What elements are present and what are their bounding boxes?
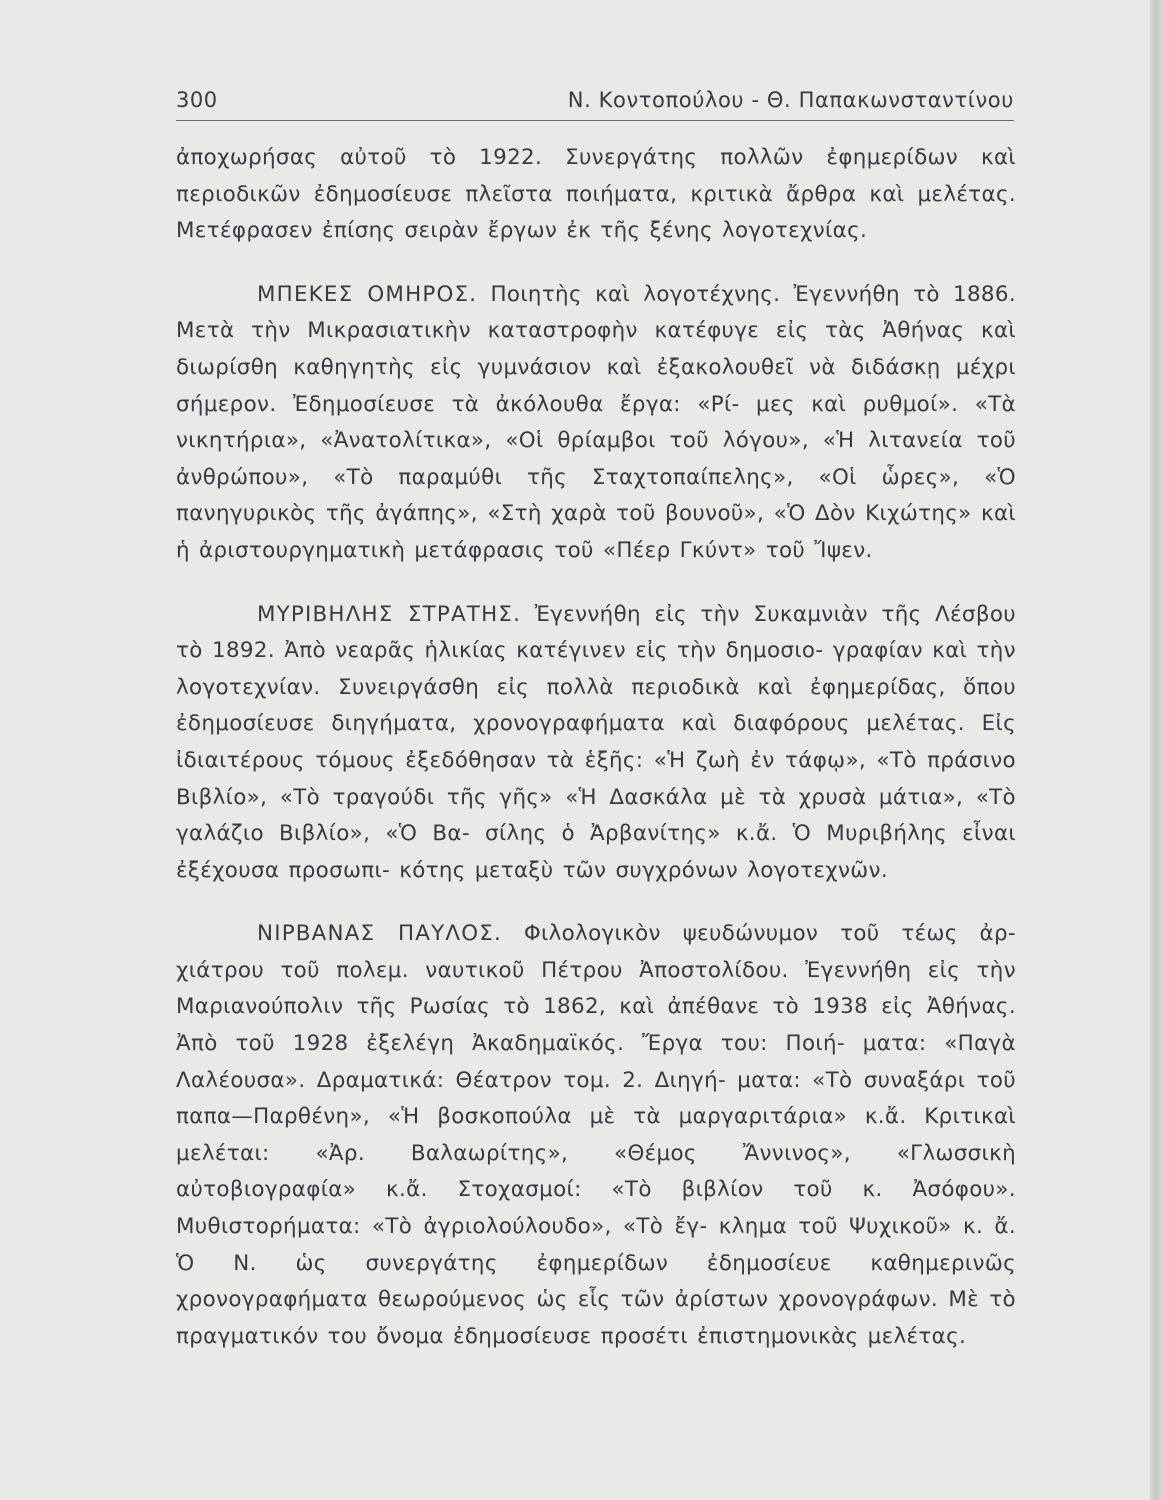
entry-text: Φιλολογικὸν ψευδώνυμον τοῦ τέως ἀρ- χιάτρου τοῦ πολεμ. ναυτικοῦ Πέτρου Ἀποστολίδου. Ἐγεννήθη εἰς τὴν Μαριανούπολιν τῆς Ρωσίας τὸ 1862, καὶ ἀπέθανε τὸ 1938 εἰς Ἀθήνας. Ἀπὸ τοῦ 1928 ἐξελέγη Ἀκαδημαϊκός. Ἔργα του: Ποιή- ματα: «Παγὰ Λαλέουσα». Δραματικά: Θέατρον τομ. 2. Διηγή- ματα: «Τὸ συναξάρι τοῦ παπα—Παρθένη», «Ἡ βοσκοπούλα μὲ τὰ μαργαριτάρια» κ.ἄ. Κριτικαὶ μελέται: «Ἀρ. Βαλαωρίτης», «Θέμος Ἄννινος», «Γλωσσικὴ αὐτοβιογραφία» κ.ἄ. Στοχασμοί: «Τὸ βιβλίον τοῦ κ. Ἀσόφου». Μυθιστορήματα: «Τὸ ἀγριολούλουδο», «Τὸ ἔγ- κλημα τοῦ Ψυχικοῦ» κ. ἄ. Ὁ Ν. ὡς συνεργάτης ἐφημερίδων ἐδημοσίευε καθημερινῶς χρονογραφήματα θεωρούμενος ὡς εἷς τῶν ἀρίστων χρονογράφων. Μὲ τὸ πραγματικόν του ὄνομα ἐδημοσίευσε προσέτι ἐπιστημονικὰς μελέτας.	[176, 921, 1016, 1349]
entry-name: ΜΠΕΚΕΣ ΟΜΗΡΟΣ.	[257, 281, 478, 307]
entry-name: ΝΙΡΒΑΝΑΣ ΠΑΥΛΟΣ.	[257, 921, 502, 947]
page-edge-shadow	[1150, 0, 1164, 1500]
entry-text: Ποιητὴς καὶ λογοτέχνης. Ἐγεννήθη τὸ 1886. Μετὰ τὴν Μικρασιατικὴν καταστροφὴν κατέφυγε εἰς τὰς Ἀθήνας καὶ διωρίσθη καθηγητὴς εἰς γυμνάσιον καὶ ἐξακολουθεῖ νὰ διδάσκῃ μέχρι σήμερον. Ἐδημοσίευσε τὰ ἀκόλουθα ἔργα: «Ρί- μες καὶ ρυθμοί». «Τὰ νικητήρια», «Ἀνατολίτικα», «Οἱ θρίαμβοι τοῦ λόγου», «Ἡ λιτανεία τοῦ ἀνθρώπου», «Τὸ παραμύθι τῆς Σταχτοπαίπελης», «Οἱ ὧρες», «Ὁ πανηγυρικὸς τῆς ἀγάπης», «Στὴ χαρὰ τοῦ βουνοῦ», «Ὁ Δὸν Κιχώτης» καὶ ἡ ἀριστουργηματικὴ μετάφρασις τοῦ «Πέερ Γκύντ» τοῦ Ἴψεν.	[176, 281, 1016, 563]
entry-bekes-omiros	[176, 277, 1016, 570]
page-header	[176, 86, 1014, 121]
paragraph-gap	[176, 889, 1016, 916]
entry-nirvanas-pavlos	[176, 916, 1016, 1355]
paragraph-text: ἀποχωρήσας αὐτοῦ τὸ 1922. Συνεργάτης πολλῶν ἐφημερίδων καὶ περιοδικῶν ἐδημοσίευσε πλεῖστα ποιήματα, κριτικὰ ἄρθρα καὶ μελέτας. Μετέφρασεν ἐπίσης σειρὰν ἔργων ἐκ τῆς ξένης λογοτεχνίας.	[176, 145, 1016, 244]
paragraph-continuation	[176, 140, 1016, 250]
body-text	[176, 140, 1016, 1355]
entry-myrivilis-stratis	[176, 597, 1016, 890]
entry-name: ΜΥΡΙΒΗΛΗΣ ΣΤΡΑΤΗΣ.	[257, 601, 522, 627]
paragraph-gap	[176, 250, 1016, 277]
page-number: 300	[176, 88, 218, 112]
entry-text: Ἐγεννήθη εἰς τὴν Συκαμνιὰν τῆς Λέσβου τὸ 1892. Ἀπὸ νεαρᾶς ἡλικίας κατέγινεν εἰς τὴν δημοσιο- γραφίαν καὶ τὴν λογοτεχνίαν. Συνειργάσθη εἰς πολλὰ περιοδικὰ καὶ ἐφημερίδας, ὅπου ἐδημοσίευσε διηγήματα, χρονογραφήματα καὶ διαφόρους μελέτας. Εἰς ἰδιαιτέρους τόμους ἐξεδόθησαν τὰ ἑξῆς: «Ἡ ζωὴ ἐν τάφῳ», «Τὸ πράσινο Βιβλίο», «Τὸ τραγούδι τῆς γῆς» «Ἡ Δασκάλα μὲ τὰ χρυσὰ μάτια», «Τὸ γαλάζιο Βιβλίο», «Ὁ Βα- σίλης ὁ Ἀρβανίτης» κ.ἄ. Ὁ Μυριβήλης εἶναι ἐξέχουσα προσωπι- κότης μεταξὺ τῶν συγχρόνων λογοτεχνῶν.	[176, 601, 1016, 883]
paragraph-gap	[176, 570, 1016, 597]
running-title: Ν. Κοντοπούλου - Θ. Παπακωνσταντίνου	[567, 88, 1014, 112]
